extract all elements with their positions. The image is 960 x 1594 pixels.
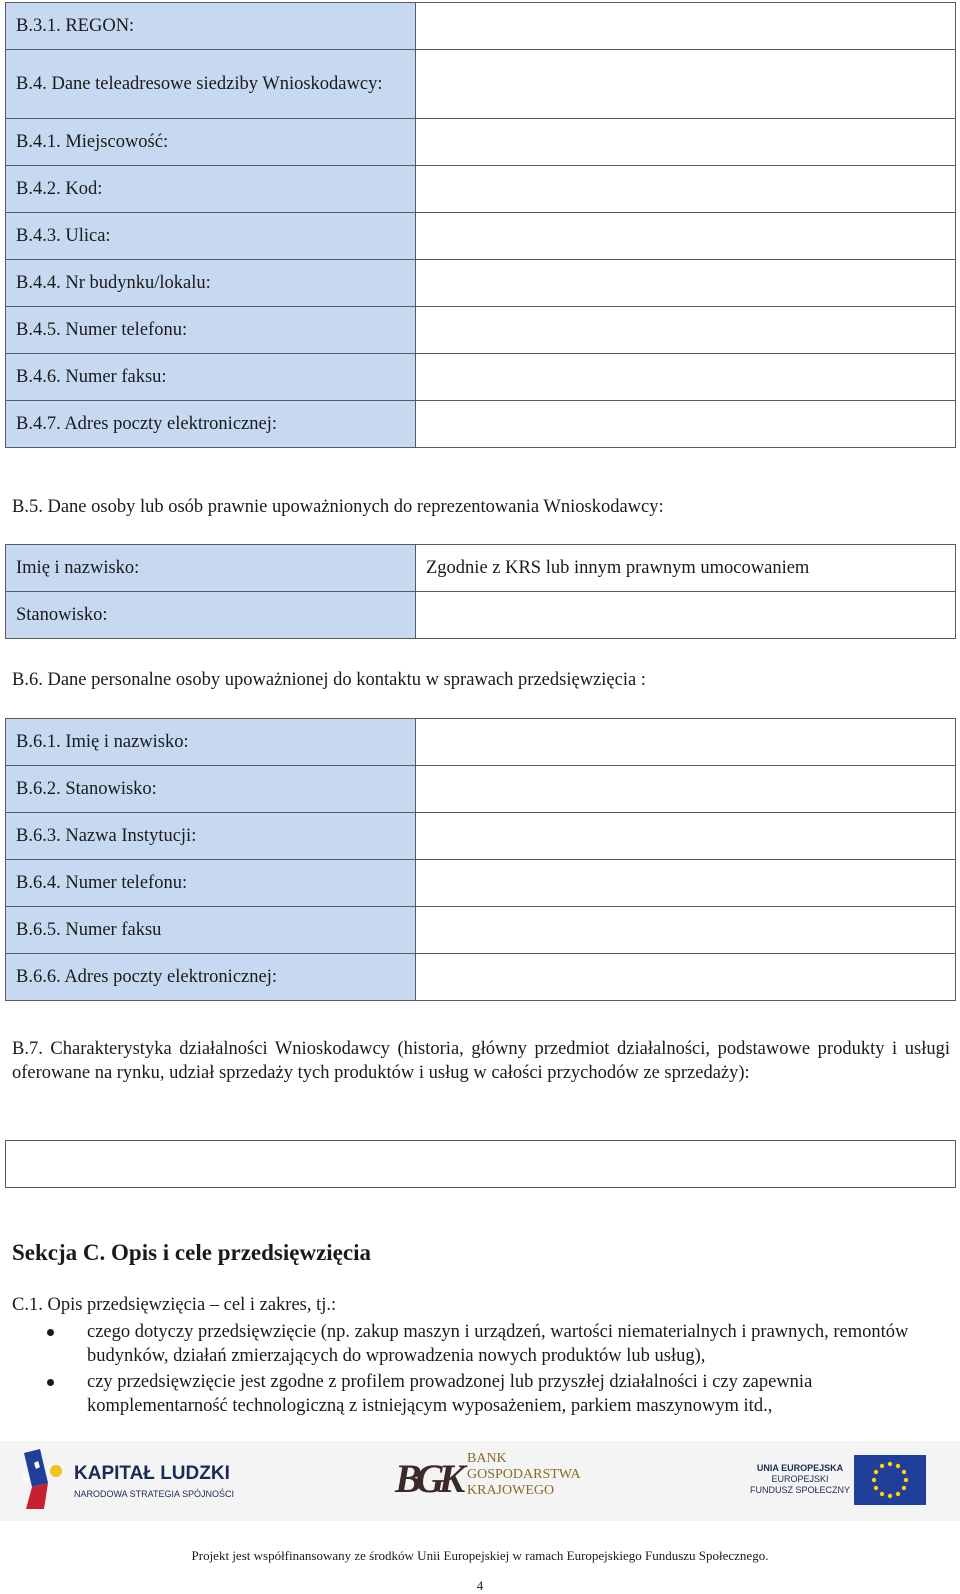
- table-row: [6, 3, 956, 50]
- cofinancing-note: Projekt jest współfinansowany ze środków Unii Europejskiej w ramach Europejskiego Funduszu Społecznego.: [191, 1548, 769, 1563]
- page-number: 4: [476, 1578, 484, 1593]
- contact-name-input[interactable]: [416, 719, 956, 766]
- postal-code-input[interactable]: [416, 166, 956, 213]
- bgk-name: [467, 1451, 581, 1499]
- table-row: [6, 766, 956, 813]
- table-row: [6, 213, 956, 260]
- field-label: B.4.4. Nr budynku/lokalu:: [6, 260, 416, 307]
- contact-email-input[interactable]: [416, 954, 956, 1001]
- institution-input[interactable]: [416, 813, 956, 860]
- kapital-ludzki-icon: [18, 1449, 68, 1513]
- eu-text-line2: EUROPEJSKI: [771, 1474, 829, 1484]
- table-row: [6, 860, 956, 907]
- eu-text-line1: UNIA EUROPEJSKA: [756, 1463, 844, 1473]
- field-label: Stanowisko:: [6, 592, 416, 639]
- phone-input[interactable]: [416, 307, 956, 354]
- contact-fax-input[interactable]: [416, 907, 956, 954]
- b7-description: B.7. Charakterystyka działalności Wnioskodawcy (historia, główny przedmiot działalności, podstawowe produkty i usługi oferowane na rynku, udział sprzedaży tych produktów i usług w całości przychodów ze sprzedaży):: [12, 1039, 950, 1083]
- list-item-text: czy przedsięwzięcie jest zgodne z profilem prowadzonej lub przyszłej działalności i czy zapewnia komplementarność technologiczną z istniejącym wyposażeniem, parkiem maszynowym itd.,: [87, 1372, 813, 1416]
- eu-logo: [750, 1449, 940, 1513]
- field-label: B.4.2. Kod:: [6, 166, 416, 213]
- table-row: [6, 954, 956, 1001]
- eu-text-line3: FUNDUSZ SPOŁECZNY: [750, 1485, 851, 1495]
- b6-heading: B.6. Dane personalne osoby upoważnionej do kontaktu w sprawach przedsięwzięcia :: [12, 670, 646, 690]
- representative-position-input[interactable]: [416, 592, 956, 639]
- table-row: [6, 119, 956, 166]
- eu-text: [750, 1463, 850, 1496]
- contact-position-input[interactable]: [416, 766, 956, 813]
- table-row: [6, 907, 956, 954]
- section-c-title: Sekcja C. Opis i cele przedsięwzięcia: [12, 1240, 371, 1265]
- bgk-monogram: BGK: [395, 1456, 460, 1501]
- field-label: B.6.2. Stanowisko:: [6, 766, 416, 813]
- field-label: B.4.6. Numer faksu:: [6, 354, 416, 401]
- table-row: [6, 401, 956, 448]
- regon-input[interactable]: [416, 3, 956, 50]
- b7-input[interactable]: [5, 1140, 956, 1188]
- representatives-table: [5, 544, 956, 639]
- field-label: B.6.1. Imię i nazwisko:: [6, 719, 416, 766]
- field-label: B.4.1. Miejscowość:: [6, 119, 416, 166]
- fax-input[interactable]: [416, 354, 956, 401]
- eu-flag-icon: [854, 1455, 926, 1505]
- list-item: [12, 1320, 950, 1368]
- building-number-input[interactable]: [416, 260, 956, 307]
- table-row: [6, 813, 956, 860]
- field-label: B.6.4. Numer telefonu:: [6, 860, 416, 907]
- field-label: B.4.5. Numer telefonu:: [6, 307, 416, 354]
- b5-heading: B.5. Dane osoby lub osób prawnie upoważnionych do reprezentowania Wnioskodawcy:: [12, 497, 664, 517]
- city-input[interactable]: [416, 119, 956, 166]
- field-label: Imię i nazwisko:: [6, 545, 416, 592]
- field-label: B.6.6. Adres poczty elektronicznej:: [6, 954, 416, 1001]
- representative-name-input[interactable]: Zgodnie z KRS lub innym prawnym umocowaniem: [416, 545, 956, 592]
- table-row: [6, 50, 956, 119]
- field-label: B.3.1. REGON:: [6, 3, 416, 50]
- table-row: [6, 545, 956, 592]
- field-label: B.4.7. Adres poczty elektronicznej:: [6, 401, 416, 448]
- table-row: [6, 166, 956, 213]
- table-row: [6, 307, 956, 354]
- street-input[interactable]: [416, 213, 956, 260]
- table-row: [6, 719, 956, 766]
- table-row: [6, 354, 956, 401]
- applicant-address-table: [5, 2, 956, 448]
- table-row: [6, 260, 956, 307]
- c1-bullet-list: [12, 1320, 950, 1418]
- table-row: [6, 592, 956, 639]
- kapital-ludzki-logo: [18, 1449, 248, 1513]
- email-input[interactable]: [416, 401, 956, 448]
- bgk-name-line2: GOSPODARSTWA: [467, 1467, 581, 1482]
- c1-heading: C.1. Opis przedsięwzięcia – cel i zakres, tj.:: [12, 1295, 337, 1315]
- contact-phone-input[interactable]: [416, 860, 956, 907]
- kapital-ludzki-title: KAPITAŁ LUDZKI: [74, 1463, 230, 1484]
- field-label: B.6.5. Numer faksu: [6, 907, 416, 954]
- kapital-ludzki-subtitle: NARODOWA STRATEGIA SPÓJNOŚCI: [74, 1489, 235, 1499]
- bgk-logo: [395, 1449, 615, 1513]
- bgk-name-line1: BANK: [467, 1451, 507, 1466]
- bullet-icon: [47, 1329, 54, 1336]
- address-section-input[interactable]: [416, 50, 956, 119]
- field-label: B.4.3. Ulica:: [6, 213, 416, 260]
- field-label: B.4. Dane teleadresowe siedziby Wnioskodawcy:: [6, 50, 416, 119]
- list-item: [12, 1370, 950, 1418]
- list-item-text: czego dotyczy przedsięwzięcie (np. zakup maszyn i urządzeń, wartości niematerialnych i prawnych, remontów budynków, działań zmierzających do wprowadzenia nowych produktów lub usług),: [87, 1322, 909, 1366]
- bullet-icon: [47, 1379, 54, 1386]
- bgk-name-line3: KRAJOWEGO: [467, 1483, 555, 1498]
- contact-person-table: [5, 718, 956, 1001]
- field-label: B.6.3. Nazwa Instytucji:: [6, 813, 416, 860]
- logo-strip: [0, 1441, 960, 1521]
